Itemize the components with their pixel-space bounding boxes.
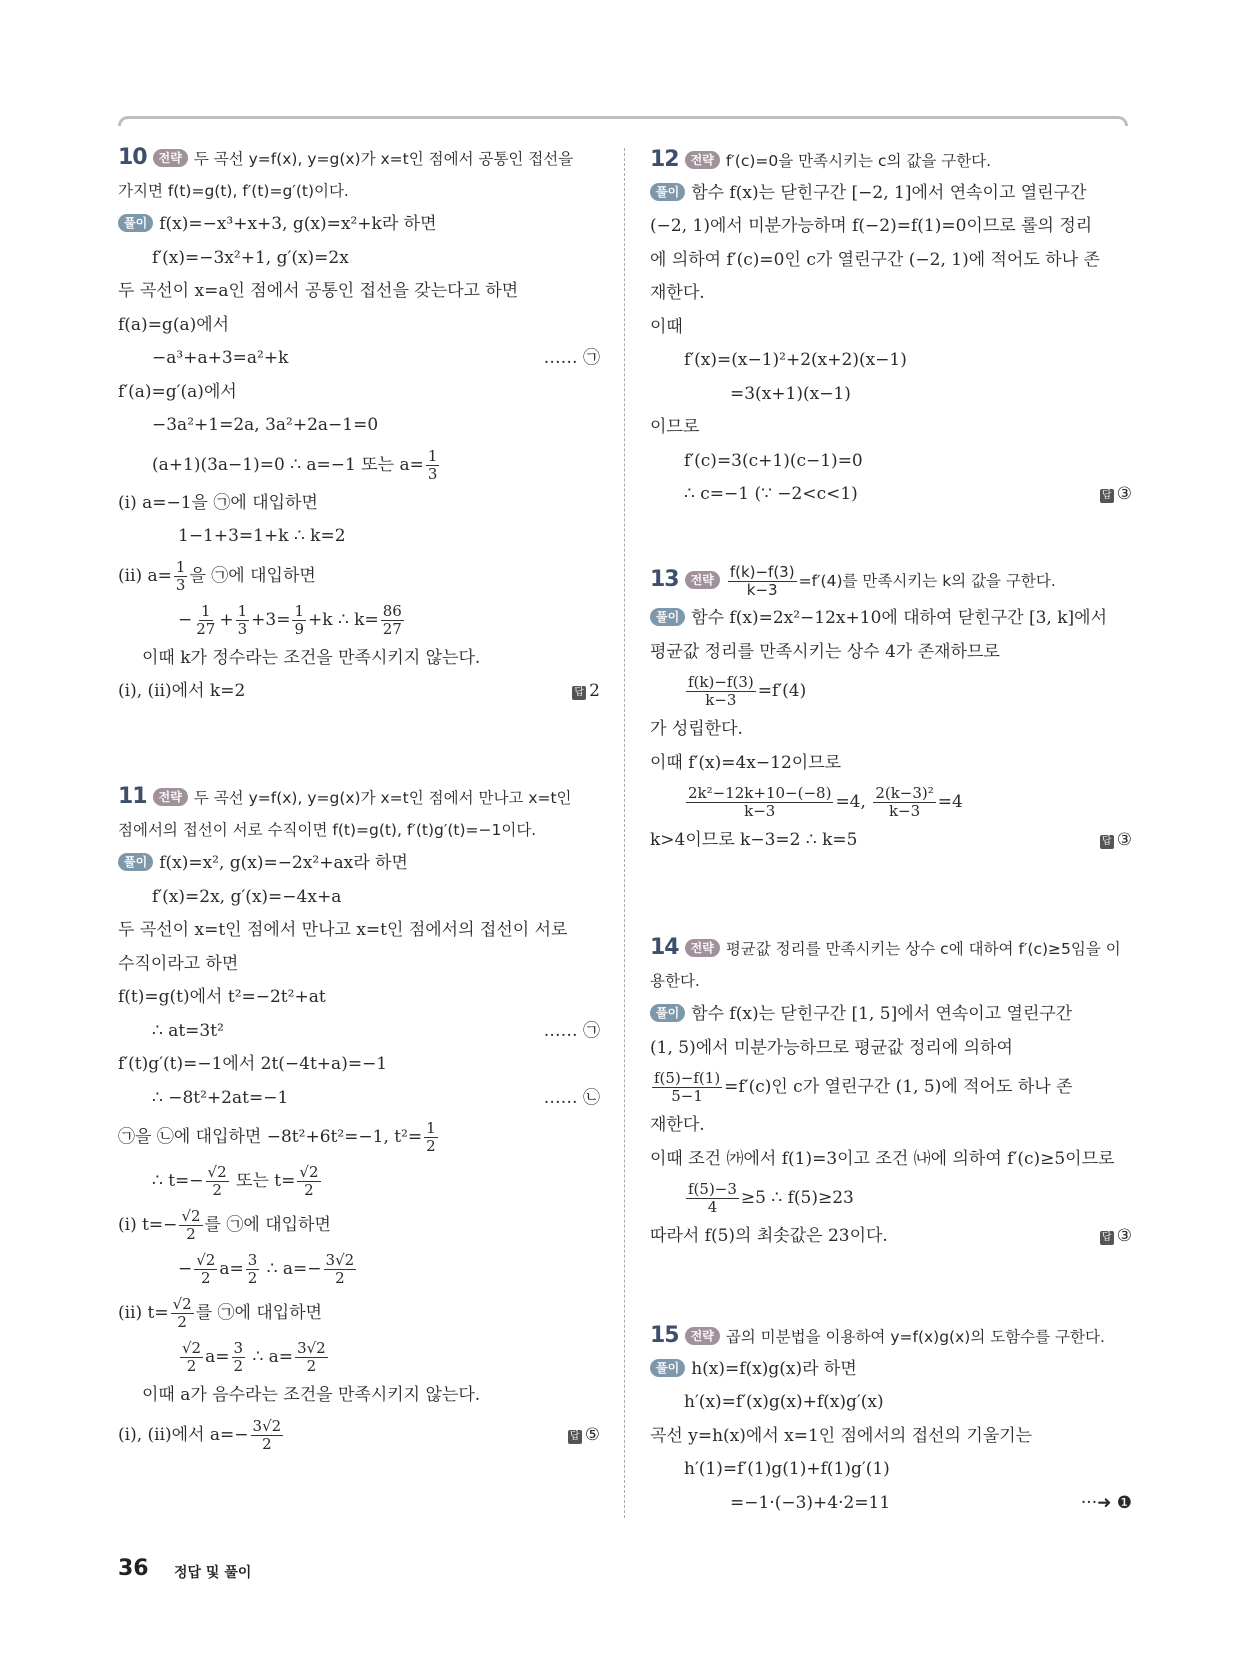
math-text: =3(x+1)(x−1) bbox=[730, 383, 851, 404]
math-text: =4, bbox=[835, 792, 872, 812]
math-text: =f′(4)를 만족시키는 k의 값을 구한다. bbox=[798, 572, 1056, 590]
math-text: 함수 f(x)=2x²−12x+10에 대하여 닫힌구간 [3, k]에서 bbox=[691, 608, 1108, 628]
math-text: h′(x)=f′(x)g(x)+f(x)g′(x) bbox=[684, 1392, 884, 1412]
math-text: =4 bbox=[937, 792, 963, 812]
solution-badge: 풀이 bbox=[650, 1004, 685, 1022]
math-text: (ⅰ), (ⅱ)에서 k=2 bbox=[118, 681, 246, 701]
answer-value: ③ bbox=[1116, 484, 1132, 504]
fraction-numerator: 2(k−3)² bbox=[875, 784, 934, 802]
math-text: − bbox=[178, 1259, 193, 1279]
solution-line bbox=[118, 554, 600, 598]
math-text: 을 ㉠에 대입하면 bbox=[189, 565, 316, 586]
solution-line bbox=[118, 981, 600, 1015]
math-text: 곡선 y=h(x)에서 x=1인 점에서의 접선의 기울기는 bbox=[650, 1425, 1033, 1446]
solution-line bbox=[118, 1291, 600, 1335]
math-text: a= bbox=[205, 1347, 230, 1367]
problem-number: 14 bbox=[650, 935, 679, 960]
solution-line bbox=[650, 1453, 1132, 1487]
solution-line bbox=[650, 1420, 1132, 1454]
solution-line bbox=[118, 376, 600, 410]
fraction-numerator: √2 bbox=[207, 1163, 227, 1181]
fraction bbox=[426, 448, 440, 483]
math-text: 따라서 f(5)의 최솟값은 23이다. bbox=[650, 1226, 888, 1246]
solution-line bbox=[650, 344, 1132, 378]
solution-line bbox=[650, 558, 1132, 602]
fraction-denominator: 2 bbox=[233, 1357, 244, 1375]
solution-line bbox=[650, 1386, 1132, 1420]
fraction-denominator: k−3 bbox=[744, 802, 776, 820]
solution-line bbox=[118, 175, 600, 209]
fraction-denominator: 2 bbox=[304, 1181, 314, 1199]
solution-line bbox=[118, 520, 600, 554]
solution-line bbox=[650, 747, 1132, 781]
math-text: f′(x)=2x, g′(x)=−4x+a bbox=[152, 886, 342, 907]
problem-13 bbox=[650, 558, 1132, 858]
solution-line bbox=[650, 669, 1132, 713]
fraction bbox=[686, 785, 833, 820]
strategy-badge: 전략 bbox=[685, 939, 720, 957]
strategy-badge: 전략 bbox=[153, 788, 188, 806]
math-text: 두 곡선이 x=a인 점에서 공통인 접선을 갖는다고 하면 bbox=[118, 281, 519, 301]
solution-line bbox=[118, 242, 600, 276]
math-text: (a+1)(3a−1)=0 ∴ a=−1 또는 a= bbox=[152, 454, 424, 475]
fraction-denominator: 2 bbox=[262, 1434, 272, 1453]
math-text: f′(x)=(x−1)²+2(x+2)(x−1) bbox=[684, 350, 907, 370]
solution-line bbox=[650, 378, 1132, 412]
solution-line bbox=[650, 1319, 1132, 1353]
fraction bbox=[652, 1070, 722, 1105]
math-text: =f′(4) bbox=[757, 681, 807, 701]
solution-line bbox=[118, 1247, 600, 1291]
fraction-denominator: 2 bbox=[201, 1269, 211, 1287]
problem-number: 12 bbox=[650, 147, 679, 172]
solution-badge: 풀이 bbox=[118, 853, 153, 871]
fraction bbox=[171, 1296, 194, 1331]
fraction-numerator: 3√2 bbox=[325, 1251, 355, 1269]
math-text: 가지면 f(t)=g(t), f′(t)=g′(t)이다. bbox=[118, 181, 349, 200]
solution-line bbox=[650, 1220, 1132, 1254]
solution-line bbox=[650, 1109, 1132, 1143]
problem-15 bbox=[650, 1319, 1132, 1520]
math-text: ≥5 ∴ f(5)≥23 bbox=[740, 1188, 854, 1208]
answer bbox=[1100, 1220, 1132, 1254]
math-text: =f′(c)인 c가 열린구간 (1, 5)에 적어도 하나 존 bbox=[724, 1077, 1073, 1097]
fraction-numerator: √2 bbox=[182, 1339, 202, 1357]
solution-line bbox=[650, 1032, 1132, 1066]
math-text: f′(a)=g′(a)에서 bbox=[118, 381, 237, 402]
fraction-denominator: 3 bbox=[427, 464, 438, 483]
answer bbox=[1100, 824, 1132, 858]
math-text: f′(t)g′(t)=−1에서 2t(−4t+a)=−1 bbox=[118, 1054, 388, 1074]
solution-line bbox=[118, 642, 600, 676]
math-text: 가 성립한다. bbox=[650, 719, 743, 739]
solution-line bbox=[650, 602, 1132, 636]
math-text: (ⅰ) t=− bbox=[118, 1215, 178, 1235]
solution-line bbox=[118, 275, 600, 309]
fraction bbox=[194, 1252, 217, 1287]
solution-badge: 풀이 bbox=[650, 1359, 685, 1377]
solution-line bbox=[118, 948, 600, 982]
solution-line bbox=[650, 1353, 1132, 1387]
solution-line bbox=[118, 487, 600, 521]
fraction-denominator: 2 bbox=[426, 1137, 436, 1155]
math-text: 두 곡선 y=f(x), y=g(x)가 x=t인 점에서 공통인 접선을 bbox=[193, 150, 574, 168]
math-text: 재한다. bbox=[650, 1115, 705, 1135]
math-text: 평균값 정리를 만족시키는 상수 c에 대하여 f′(c)≥5임을 이 bbox=[725, 940, 1121, 958]
fraction-numerator: 1 bbox=[237, 601, 248, 620]
problem-number: 11 bbox=[118, 784, 147, 809]
math-text: − bbox=[178, 609, 193, 630]
answer-mark-icon: 답 bbox=[1100, 489, 1114, 503]
math-text: 함수 f(x)는 닫힌구간 [1, 5]에서 연속이고 열린구간 bbox=[691, 1004, 1073, 1024]
fraction-numerator: 3√2 bbox=[252, 1416, 282, 1435]
solution-line bbox=[118, 309, 600, 343]
math-text: ∴ c=−1 (∵ −2<c<1) bbox=[684, 484, 858, 504]
column-divider bbox=[624, 148, 625, 1518]
solution-line bbox=[650, 210, 1132, 244]
fraction-numerator: √2 bbox=[196, 1251, 216, 1269]
fraction bbox=[295, 1340, 328, 1375]
fraction-numerator: 1 bbox=[201, 601, 211, 620]
fraction-numerator: f(5)−3 bbox=[688, 1180, 737, 1198]
fraction-numerator: √2 bbox=[299, 1163, 319, 1181]
answer-value: 2 bbox=[589, 681, 600, 701]
answer-mark-icon: 답 bbox=[1100, 835, 1114, 849]
fraction-denominator: 9 bbox=[294, 619, 304, 638]
math-text: h′(1)=f′(1)g(1)+f(1)g′(1) bbox=[684, 1459, 890, 1479]
solution-line bbox=[650, 1487, 1132, 1521]
math-text: h(x)=f(x)g(x)라 하면 bbox=[691, 1358, 857, 1379]
solution-line bbox=[118, 780, 600, 814]
math-text: 에 의하여 f′(c)=0인 c가 열린구간 (−2, 1)에 적어도 하나 존 bbox=[650, 249, 1100, 270]
fraction bbox=[292, 603, 306, 638]
solution-line bbox=[118, 342, 600, 376]
strategy-badge: 전략 bbox=[685, 1327, 720, 1345]
fraction-numerator: 86 bbox=[382, 601, 402, 620]
problem-number: 13 bbox=[650, 567, 679, 592]
solution-line bbox=[650, 1143, 1132, 1177]
math-text: + bbox=[219, 609, 234, 630]
math-text: 용한다. bbox=[650, 971, 700, 990]
fraction-numerator: f(k)−f(3) bbox=[729, 563, 795, 581]
fraction-numerator: 2k²−12k+10−(−8) bbox=[688, 784, 832, 802]
math-text: f(t)=g(t)에서 t²=−2t²+at bbox=[118, 987, 326, 1007]
solution-line bbox=[650, 244, 1132, 278]
fraction-denominator: 2 bbox=[306, 1357, 317, 1375]
math-text: f′(x)=−3x²+1, g′(x)=2x bbox=[152, 247, 349, 268]
math-text: 재한다. bbox=[650, 283, 705, 303]
fraction bbox=[206, 1164, 229, 1199]
solution-line bbox=[650, 1065, 1132, 1109]
solution-line bbox=[118, 1082, 600, 1116]
math-text: 두 곡선이 x=t인 점에서 만나고 x=t인 점에서의 접선이 서로 bbox=[118, 920, 568, 940]
solution-line bbox=[650, 445, 1132, 479]
answer bbox=[572, 675, 600, 709]
fraction bbox=[297, 1164, 320, 1199]
problem-number: 10 bbox=[118, 145, 147, 170]
fraction bbox=[179, 1208, 202, 1243]
fraction-denominator: 3 bbox=[175, 575, 186, 594]
solution-line bbox=[650, 177, 1132, 211]
math-text: 이때 k가 정수라는 조건을 만족시키지 않는다. bbox=[142, 647, 481, 668]
solution-line bbox=[650, 931, 1132, 965]
math-text: (1, 5)에서 미분가능하므로 평균값 정리에 의하여 bbox=[650, 1037, 1013, 1058]
solution-line bbox=[118, 598, 600, 642]
fraction bbox=[174, 559, 188, 594]
fraction-numerator: 3 bbox=[247, 1251, 258, 1269]
math-text: f(x)=−x³+x+3, g(x)=x²+k라 하면 bbox=[159, 214, 437, 234]
math-text: k>4이므로 k−3=2 ∴ k=5 bbox=[650, 830, 858, 850]
fraction bbox=[251, 1418, 284, 1453]
math-text: 수직이라고 하면 bbox=[118, 953, 239, 974]
solution-badge: 풀이 bbox=[118, 214, 153, 232]
math-text: (ⅰ), (ⅱ)에서 a=− bbox=[118, 1424, 249, 1445]
equation-reference: …… ㉡ bbox=[543, 1087, 600, 1108]
answer-mark-icon: 답 bbox=[572, 686, 586, 700]
math-text: (ⅱ) a= bbox=[118, 565, 172, 586]
answer-value: ⑤ bbox=[584, 1424, 600, 1445]
problem-11 bbox=[118, 780, 600, 1457]
solution-line bbox=[650, 143, 1132, 177]
math-text: 함수 f(x)는 닫힌구간 [−2, 1]에서 연속이고 열린구간 bbox=[691, 182, 1087, 203]
solution-line bbox=[650, 478, 1132, 512]
fraction-denominator: 2 bbox=[335, 1269, 345, 1287]
math-text: ∴ at=3t² bbox=[152, 1020, 224, 1041]
solution-line bbox=[118, 675, 600, 709]
math-text: 이때 조건 ㈎에서 f(1)=3이고 조건 ㈏에 의하여 f′(c)≥5이므로 bbox=[650, 1148, 1115, 1169]
fraction bbox=[246, 1252, 260, 1287]
solution-line bbox=[118, 409, 600, 443]
fraction-denominator: 2 bbox=[177, 1313, 187, 1331]
fraction bbox=[728, 564, 797, 599]
fraction-denominator: 4 bbox=[707, 1198, 718, 1216]
math-text: f′(c)=0을 만족시키는 c의 값을 구한다. bbox=[725, 152, 992, 170]
math-text: 점에서의 접선이 서로 수직이면 f(t)=g(t), f′(t)g′(t)=−1이다. bbox=[118, 820, 537, 839]
solution-line bbox=[118, 1203, 600, 1247]
solution-line bbox=[650, 277, 1132, 311]
math-text: 이때 bbox=[650, 316, 683, 337]
solution-line bbox=[118, 443, 600, 487]
math-text: 또는 t= bbox=[230, 1171, 296, 1191]
solution-line bbox=[650, 311, 1132, 345]
fraction-denominator: 27 bbox=[382, 619, 402, 638]
math-text: 두 곡선 y=f(x), y=g(x)가 x=t인 점에서 만나고 x=t인 bbox=[193, 789, 572, 807]
math-text: 이때 f′(x)=4x−12이므로 bbox=[650, 752, 842, 773]
solution-line bbox=[118, 1335, 600, 1379]
solution-line bbox=[118, 1048, 600, 1082]
fraction-numerator: 1 bbox=[426, 1119, 436, 1137]
fraction bbox=[324, 1252, 357, 1287]
answer-mark-icon: 답 bbox=[568, 1430, 582, 1444]
fraction bbox=[236, 603, 250, 638]
fraction-numerator: √2 bbox=[181, 1207, 201, 1225]
solution-line bbox=[650, 713, 1132, 747]
math-text: 평균값 정리를 만족시키는 상수 4가 존재하므로 bbox=[650, 641, 1000, 662]
equation-reference: ···➜ ❶ bbox=[1080, 1492, 1132, 1513]
equation-reference: …… ㉠ bbox=[543, 1020, 600, 1041]
fraction-numerator: 1 bbox=[294, 601, 304, 620]
math-text: (ⅰ) a=−1을 ㉠에 대입하면 bbox=[118, 492, 318, 513]
math-text: ∴ −8t²+2at=−1 bbox=[152, 1087, 289, 1108]
answer-value: ③ bbox=[1116, 1226, 1132, 1246]
math-text: 이때 a가 음수라는 조건을 만족시키지 않는다. bbox=[142, 1385, 481, 1405]
fraction-numerator: 3√2 bbox=[297, 1339, 326, 1357]
math-text: f(x)=x², g(x)=−2x²+ax라 하면 bbox=[159, 853, 408, 873]
math-text: ∴ a=− bbox=[261, 1259, 322, 1279]
fraction bbox=[232, 1340, 246, 1375]
fraction-denominator: 2 bbox=[212, 1181, 222, 1199]
math-text: ∴ a= bbox=[247, 1347, 294, 1367]
solution-line bbox=[118, 208, 600, 242]
fraction bbox=[873, 785, 935, 820]
answer bbox=[1100, 478, 1132, 512]
solution-line bbox=[118, 914, 600, 948]
fraction-numerator: 1 bbox=[427, 446, 438, 465]
fraction-denominator: 3 bbox=[237, 619, 248, 638]
fraction-denominator: 27 bbox=[196, 619, 216, 638]
math-text: =−1·(−3)+4·2=11 bbox=[730, 1492, 891, 1513]
fraction bbox=[381, 603, 404, 638]
equation-reference: …… ㉠ bbox=[543, 348, 600, 368]
answer-value: ③ bbox=[1116, 830, 1132, 850]
math-text: a= bbox=[219, 1259, 244, 1279]
section-label: 정답 및 풀이 bbox=[174, 1565, 252, 1581]
solution-badge: 풀이 bbox=[650, 608, 685, 626]
math-text: 를 ㉠에 대입하면 bbox=[195, 1303, 323, 1323]
fraction-numerator: 1 bbox=[175, 557, 186, 576]
solution-line bbox=[118, 881, 600, 915]
math-text: 곱의 미분법을 이용하여 y=f(x)g(x)의 도함수를 구한다. bbox=[725, 1328, 1105, 1346]
solution-line bbox=[118, 1015, 600, 1049]
fraction bbox=[180, 1340, 203, 1375]
solution-line bbox=[118, 1159, 600, 1203]
math-text: (−2, 1)에서 미분가능하며 f(−2)=f(1)=0이므로 롤의 정리 bbox=[650, 216, 1093, 236]
math-text: −3a²+1=2a, 3a²+2a−1=0 bbox=[152, 415, 379, 435]
strategy-badge: 전략 bbox=[685, 151, 720, 169]
solution-line bbox=[650, 636, 1132, 670]
fraction-denominator: k−3 bbox=[746, 581, 778, 599]
math-text: +k ∴ k= bbox=[308, 609, 379, 630]
fraction bbox=[686, 1181, 739, 1216]
fraction bbox=[194, 603, 217, 638]
solution-line bbox=[118, 814, 600, 848]
problem-10 bbox=[118, 141, 600, 709]
solution-line bbox=[650, 965, 1132, 999]
fraction-denominator: k−3 bbox=[705, 691, 737, 709]
math-text: 1−1+3=1+k ∴ k=2 bbox=[178, 526, 346, 546]
math-text: f(a)=g(a)에서 bbox=[118, 314, 230, 335]
answer-mark-icon: 답 bbox=[1100, 1231, 1114, 1245]
fraction-numerator: f(k)−f(3) bbox=[688, 673, 754, 691]
solution-line bbox=[650, 824, 1132, 858]
problem-12 bbox=[650, 143, 1132, 512]
solution-line bbox=[118, 1379, 600, 1413]
solution-badge: 풀이 bbox=[650, 183, 685, 201]
fraction-numerator: f(5)−f(1) bbox=[654, 1069, 721, 1087]
fraction-denominator: 2 bbox=[186, 1225, 196, 1243]
fraction-denominator: k−3 bbox=[888, 802, 921, 820]
solution-line bbox=[118, 1413, 600, 1457]
math-text: 를 ㉠에 대입하면 bbox=[204, 1215, 331, 1235]
fraction-denominator: 5−1 bbox=[671, 1087, 703, 1105]
fraction-numerator: √2 bbox=[172, 1295, 192, 1313]
solution-line bbox=[650, 1176, 1132, 1220]
fraction bbox=[686, 674, 756, 709]
problem-14 bbox=[650, 931, 1132, 1254]
math-text: +3= bbox=[251, 609, 291, 630]
answer bbox=[568, 1413, 600, 1457]
solution-line bbox=[118, 1115, 600, 1159]
math-text: (ⅱ) t= bbox=[118, 1303, 169, 1323]
fraction-denominator: 2 bbox=[186, 1357, 197, 1375]
strategy-badge: 전략 bbox=[685, 571, 720, 589]
solution-line bbox=[650, 998, 1132, 1032]
solution-line bbox=[118, 847, 600, 881]
fraction-denominator: 2 bbox=[247, 1269, 258, 1287]
top-rule bbox=[118, 116, 1128, 126]
math-text: ∴ t=− bbox=[152, 1171, 204, 1191]
math-text: 이므로 bbox=[650, 417, 700, 437]
page-number: 36 bbox=[118, 1556, 149, 1581]
strategy-badge: 전략 bbox=[153, 149, 188, 167]
solution-line bbox=[650, 780, 1132, 824]
math-text: f′(c)=3(c+1)(c−1)=0 bbox=[684, 450, 863, 471]
problem-number: 15 bbox=[650, 1323, 679, 1348]
solution-line bbox=[118, 141, 600, 175]
math-text: ㉠을 ㉡에 대입하면 −8t²+6t²=−1, t²= bbox=[118, 1127, 423, 1147]
solution-line bbox=[650, 411, 1132, 445]
fraction-numerator: 3 bbox=[233, 1339, 244, 1357]
fraction bbox=[424, 1120, 438, 1155]
math-text: −a³+a+3=a²+k bbox=[152, 348, 289, 368]
